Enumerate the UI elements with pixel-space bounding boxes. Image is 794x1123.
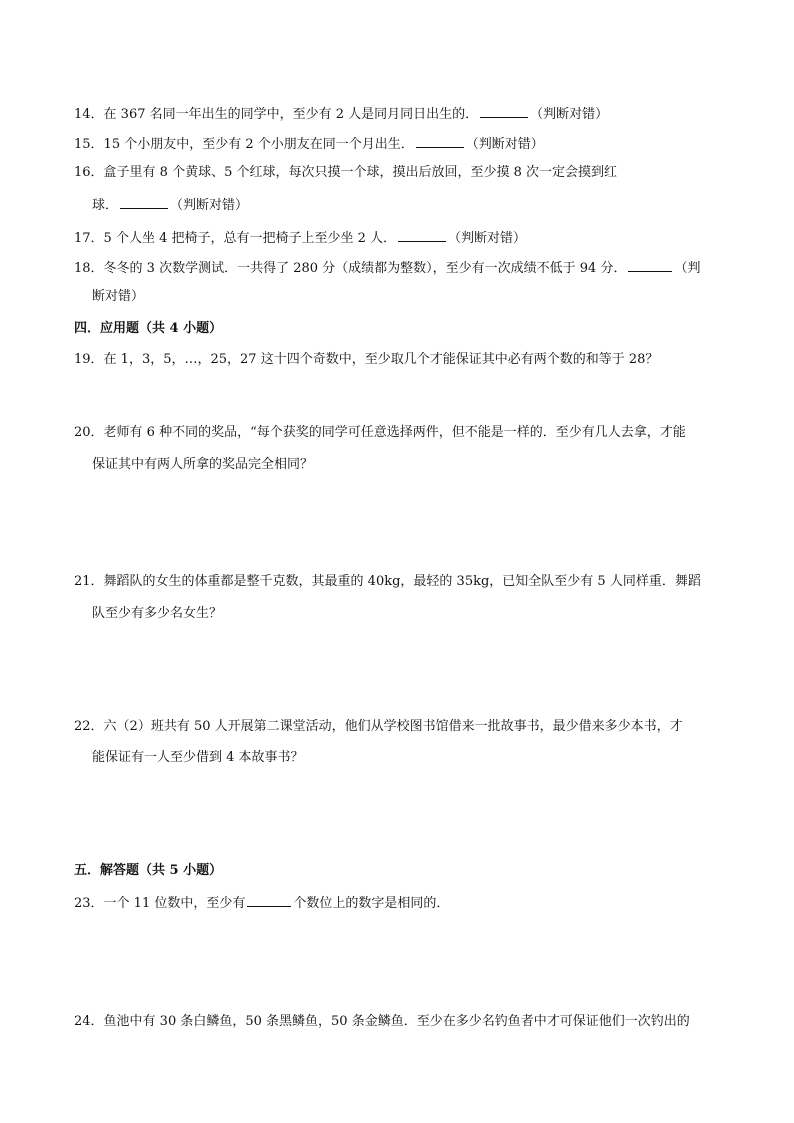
- question-18-line-2: 断对错）: [92, 289, 145, 304]
- question-14-suffix: （判断对错）: [530, 107, 609, 122]
- question-22-line-1: 22．六（2）班共有 50 人开展第二课堂活动，他们从学校图书馆借来一批故事书，最少借来多少本书，才: [74, 719, 683, 734]
- question-23-text: 23．一个 11 位数中，至少有: [74, 896, 246, 911]
- question-18-line-1: [74, 258, 726, 278]
- question-17-text: 17．5 个人坐 4 把椅子，总有一把椅子上至少坐 2 人．: [74, 231, 397, 246]
- question-15-text: 15．15 个小朋友中，至少有 2 个小朋友在同一个月出生．: [74, 137, 414, 152]
- question-16-suffix: （判断对错）: [170, 198, 249, 213]
- answer-blank-15[interactable]: [416, 134, 464, 148]
- question-21-line-2: 队至少有多少名女生？: [92, 606, 223, 621]
- question-16-line-1: 16．盒子里有 8 个黄球、5 个红球，每次只摸一个球，摸出后放回，至少摸 8 次一定会摸到红: [74, 165, 618, 180]
- question-17-suffix: （判断对错）: [448, 231, 527, 246]
- question-21-line-1: 21．舞蹈队的女生的体重都是整千克数，其最重的 40kg，最轻的 35kg，已知全队至少有 5 人同样重．舞蹈: [74, 574, 701, 589]
- section-5-heading: 五．解答题（共 5 小题）: [74, 863, 223, 878]
- answer-blank-17[interactable]: [398, 228, 446, 242]
- question-23-suffix: 个数位上的数字是相同的．: [293, 896, 450, 911]
- answer-blank-16[interactable]: [120, 195, 168, 209]
- answer-blank-23[interactable]: [247, 893, 291, 907]
- question-19: 19．在 1，3，5，…，25，27 这十四个奇数中，至少取几个才能保证其中必有两个数的和等于 28？: [74, 352, 659, 367]
- question-14: [74, 104, 726, 124]
- question-22-line-2: 能保证有一人至少借到 4 本故事书？: [92, 750, 304, 765]
- question-23: [74, 893, 726, 913]
- question-20-line-2: 保证其中有两人所拿的奖品完全相同？: [92, 457, 314, 472]
- question-24: 24．鱼池中有 30 条白鳞鱼，50 条黑鳞鱼，50 条金鳞鱼．至少在多少名钓鱼者中才可保证他们一次钓出的: [74, 1014, 690, 1029]
- question-20-line-1: 20．老师有 6 种不同的奖品，“每个获奖的同学可任意选择两件，但不能是一样的．至少有几人去拿，才能: [74, 425, 686, 440]
- question-16-text: 球．: [92, 198, 119, 213]
- question-18-suffix: （判: [674, 261, 701, 276]
- question-15: [74, 134, 726, 154]
- question-17: [74, 228, 726, 248]
- answer-blank-18[interactable]: [628, 258, 672, 272]
- question-18-text: 18．冬冬的 3 次数学测试．一共得了 280 分（成绩都为整数），至少有一次成绩不低于 94 分．: [74, 261, 627, 276]
- question-15-suffix: （判断对错）: [465, 137, 544, 152]
- question-14-text: 14．在 367 名同一年出生的同学中，至少有 2 人是同月同日出生的．: [74, 107, 479, 122]
- section-4-heading: 四．应用题（共 4 小题）: [74, 321, 223, 336]
- answer-blank-14[interactable]: [480, 104, 528, 118]
- question-16-line-2: [92, 195, 744, 215]
